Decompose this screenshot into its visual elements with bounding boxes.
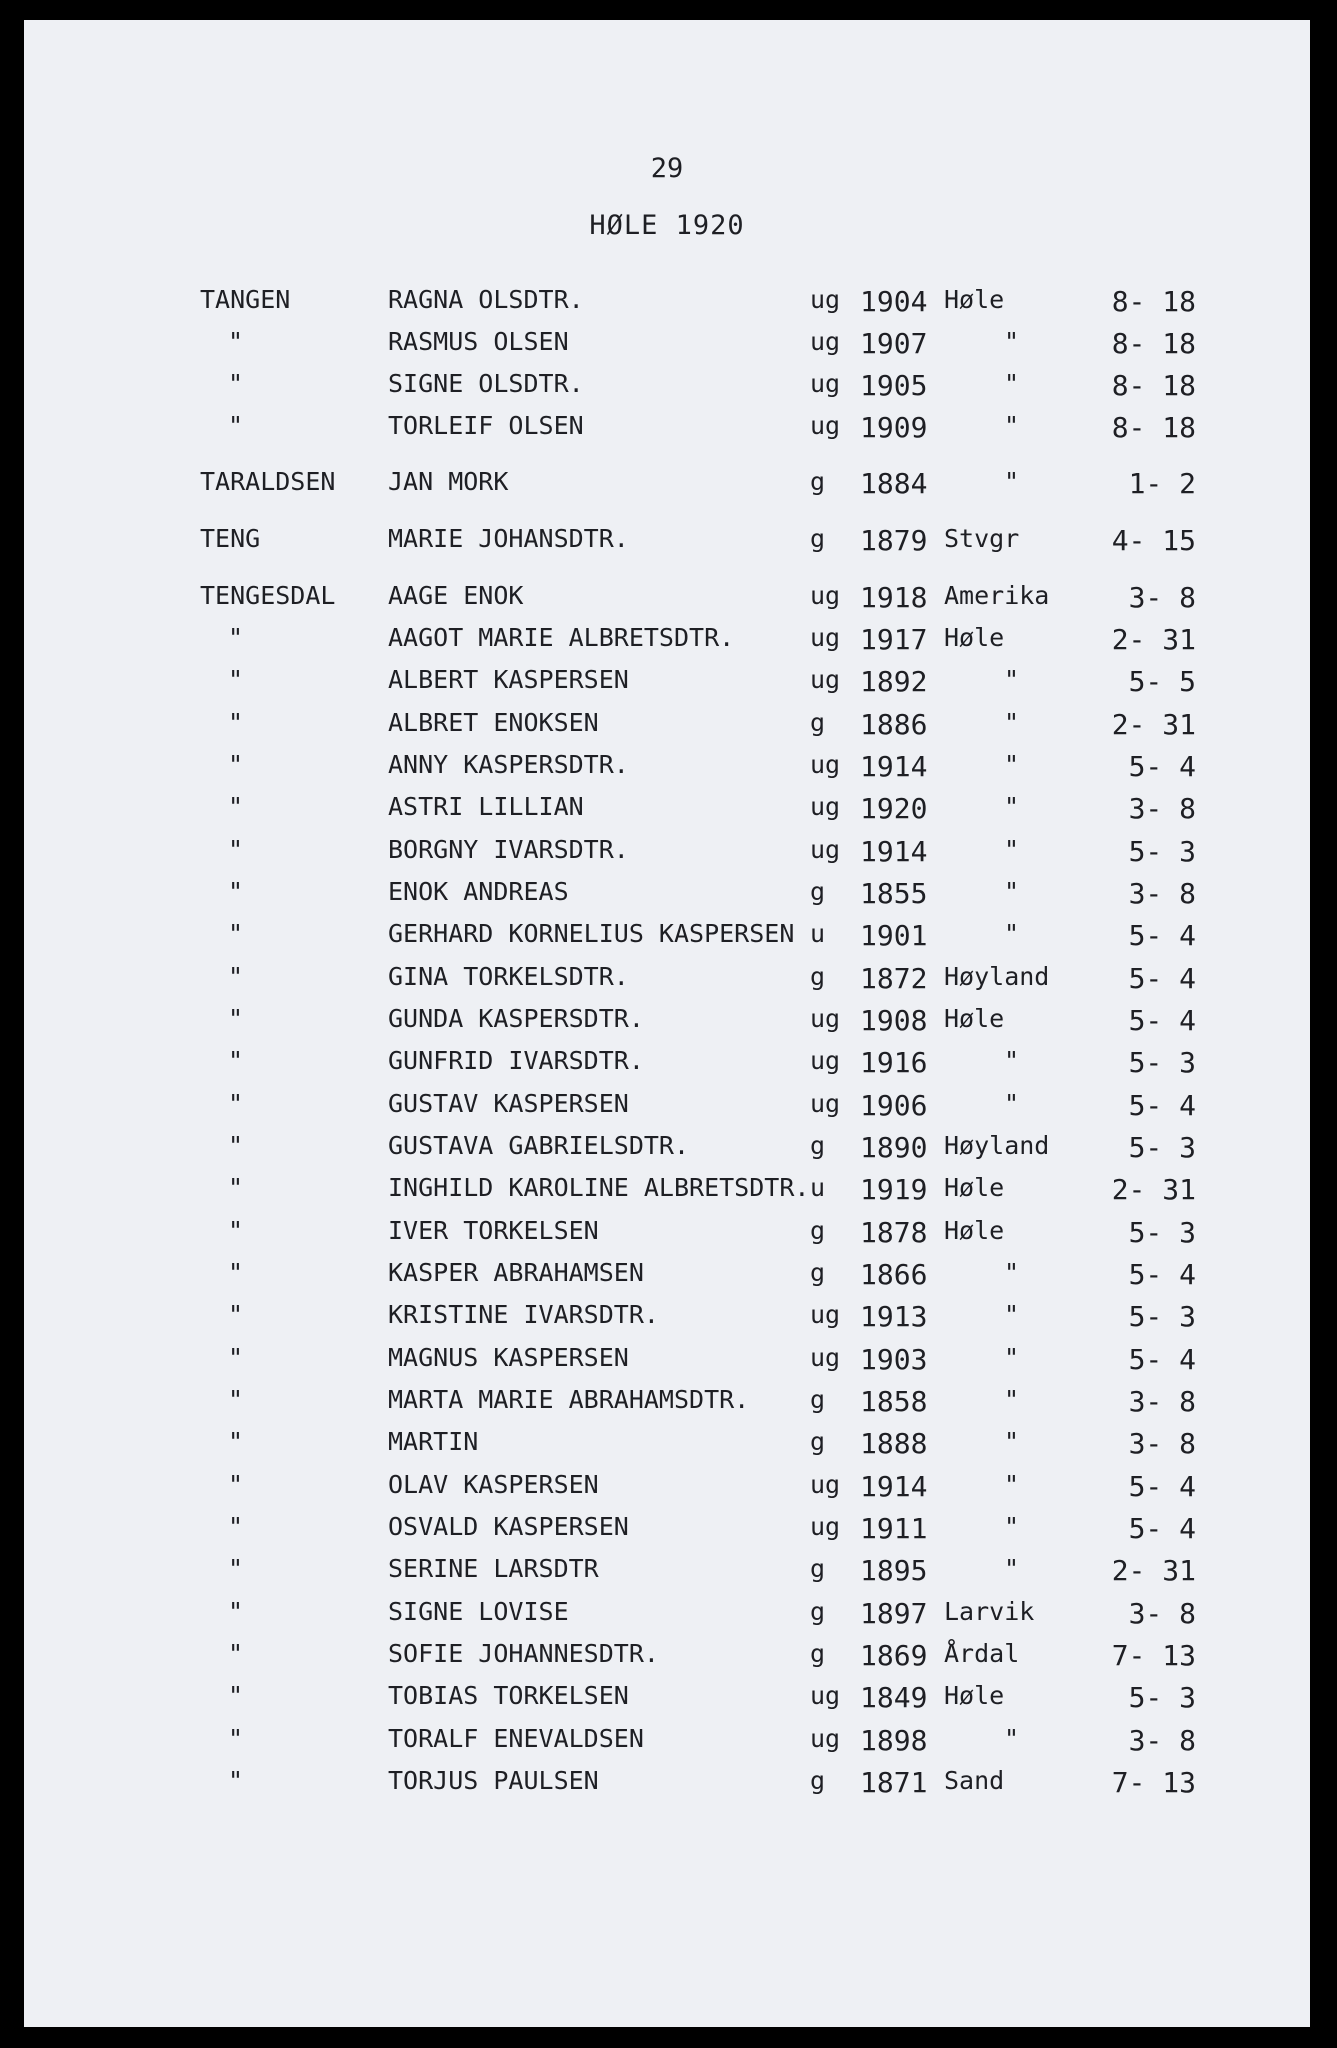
entry-year: 1855 (860, 877, 928, 910)
entry-name: KASPER ABRAHAMSEN (388, 1258, 644, 1287)
entry-code: 2- 31 (1111, 1173, 1196, 1206)
census-row (24, 467, 1310, 507)
census-row (24, 327, 1310, 367)
entry-farm: " (228, 1046, 244, 1075)
entry-farm: " (228, 962, 244, 991)
entry-status: ug (810, 665, 841, 694)
entry-status: ug (810, 750, 841, 779)
entry-status: ug (810, 792, 841, 821)
entry-code: 5- 3 (1128, 835, 1196, 868)
entry-code: 8- 18 (1111, 327, 1196, 360)
entry-farm: " (228, 1300, 244, 1329)
census-row (24, 1470, 1310, 1510)
entry-farm: " (228, 1173, 244, 1202)
census-row (24, 285, 1310, 325)
census-row (24, 369, 1310, 409)
entry-name: MARTA MARIE ABRAHAMSDTR. (388, 1385, 750, 1414)
entry-place: " (1004, 411, 1020, 440)
census-row (24, 835, 1310, 875)
entry-status: g (810, 962, 826, 991)
entry-farm: " (228, 1343, 244, 1372)
entry-name: GUSTAV KASPERSEN (388, 1089, 629, 1118)
entry-year: 1886 (860, 708, 928, 741)
entry-place: Årdal (944, 1639, 1020, 1668)
census-row (24, 1724, 1310, 1764)
entry-code: 5- 3 (1128, 1046, 1196, 1079)
entry-place: " (1004, 1470, 1020, 1499)
census-row (24, 1046, 1310, 1086)
entry-name: TORJUS PAULSEN (388, 1766, 599, 1795)
entry-year: 1909 (860, 411, 928, 444)
entry-status: ug (810, 1343, 841, 1372)
entry-code: 5- 4 (1128, 919, 1196, 952)
entry-status: u (810, 1173, 826, 1202)
census-row (24, 708, 1310, 748)
entry-farm: " (228, 1554, 244, 1583)
census-row (24, 1681, 1310, 1721)
census-row (24, 581, 1310, 621)
entry-place: " (1004, 1512, 1020, 1541)
entry-year: 1892 (860, 665, 928, 698)
entry-place: " (1004, 835, 1020, 864)
entry-code: 7- 13 (1111, 1639, 1196, 1672)
census-row (24, 411, 1310, 451)
entry-name: TOBIAS TORKELSEN (388, 1681, 629, 1710)
entry-status: g (810, 524, 826, 553)
entry-farm: " (228, 1639, 244, 1668)
entry-year: 1914 (860, 750, 928, 783)
entry-code: 2- 31 (1111, 1554, 1196, 1587)
entry-year: 1895 (860, 1554, 928, 1587)
entry-status: g (810, 877, 826, 906)
entry-code: 4- 15 (1111, 524, 1196, 557)
census-row (24, 524, 1310, 564)
entry-code: 8- 18 (1111, 369, 1196, 402)
entry-code: 8- 18 (1111, 285, 1196, 318)
entry-name: TORALF ENEVALDSEN (388, 1724, 644, 1753)
entry-farm: TENGESDAL (200, 581, 336, 610)
entry-year: 1866 (860, 1258, 928, 1291)
entry-name: ASTRI LILLIAN (388, 792, 584, 821)
entry-place: " (1004, 1343, 1020, 1372)
entry-year: 1908 (860, 1004, 928, 1037)
entry-status: ug (810, 1300, 841, 1329)
entry-name: GUNFRID IVARSDTR. (388, 1046, 644, 1075)
entry-status: ug (810, 369, 841, 398)
entry-year: 1897 (860, 1597, 928, 1630)
entry-farm: " (228, 1681, 244, 1710)
entry-farm: " (228, 1089, 244, 1118)
entry-place: Høle (944, 1681, 1005, 1710)
entry-name: MARTIN (388, 1427, 479, 1456)
entry-name: ALBRET ENOKSEN (388, 708, 599, 737)
entry-place: " (1004, 467, 1020, 496)
entry-name: GUSTAVA GABRIELSDTR. (388, 1131, 690, 1160)
entry-year: 1879 (860, 524, 928, 557)
entry-code: 2- 31 (1111, 623, 1196, 656)
entry-place: Høle (944, 1173, 1005, 1202)
census-row (24, 877, 1310, 917)
entry-code: 3- 8 (1128, 1385, 1196, 1418)
census-row (24, 623, 1310, 663)
entry-year: 1905 (860, 369, 928, 402)
entry-place: Larvik (944, 1597, 1035, 1626)
entry-place: " (1004, 750, 1020, 779)
entry-code: 3- 8 (1128, 581, 1196, 614)
census-row (24, 1173, 1310, 1213)
entry-year: 1914 (860, 835, 928, 868)
entry-place: Høle (944, 1004, 1005, 1033)
entry-year: 1916 (860, 1046, 928, 1079)
entry-farm: " (228, 792, 244, 821)
entry-place: " (1004, 1089, 1020, 1118)
entry-code: 3- 8 (1128, 1427, 1196, 1460)
entry-place: " (1004, 1300, 1020, 1329)
entry-place: " (1004, 1385, 1020, 1414)
census-row (24, 1597, 1310, 1637)
entry-code: 8- 18 (1111, 411, 1196, 444)
entry-place: " (1004, 1724, 1020, 1753)
entry-place: Høyland (944, 1131, 1050, 1160)
census-row (24, 1639, 1310, 1679)
entry-year: 1918 (860, 581, 928, 614)
entry-year: 1878 (860, 1216, 928, 1249)
entry-code: 5- 3 (1128, 1131, 1196, 1164)
entry-farm: " (228, 1216, 244, 1245)
entry-status: g (810, 1258, 826, 1287)
entry-farm: " (228, 1004, 244, 1033)
entry-farm: " (228, 623, 244, 652)
entry-name: KRISTINE IVARSDTR. (388, 1300, 659, 1329)
census-row (24, 1216, 1310, 1256)
census-row (24, 665, 1310, 705)
entry-farm: TANGEN (200, 285, 291, 314)
census-row (24, 1258, 1310, 1298)
entry-year: 1858 (860, 1385, 928, 1418)
entry-status: g (810, 1385, 826, 1414)
entry-place: Sand (944, 1766, 1005, 1795)
entry-status: ug (810, 581, 841, 610)
document-page (24, 20, 1310, 2027)
entry-place: " (1004, 1427, 1020, 1456)
entry-name: SOFIE JOHANNESDTR. (388, 1639, 659, 1668)
entry-place: Høle (944, 285, 1005, 314)
entry-farm: " (228, 411, 244, 440)
entry-farm: " (228, 1385, 244, 1414)
entry-place: " (1004, 327, 1020, 356)
entry-place: " (1004, 1046, 1020, 1075)
entry-farm: TARALDSEN (200, 467, 336, 496)
entry-status: g (810, 1554, 826, 1583)
entry-code: 5- 3 (1128, 1300, 1196, 1333)
entry-name: TORLEIF OLSEN (388, 411, 584, 440)
entry-year: 1884 (860, 467, 928, 500)
entry-name: SIGNE OLSDTR. (388, 369, 584, 398)
entry-name: AAGOT MARIE ALBRETSDTR. (388, 623, 735, 652)
entry-name: JAN MORK (388, 467, 509, 496)
entry-farm: " (228, 708, 244, 737)
entry-status: ug (810, 411, 841, 440)
entry-place: Amerika (944, 581, 1050, 610)
entry-name: BORGNY IVARSDTR. (388, 835, 629, 864)
census-row (24, 1131, 1310, 1171)
census-row (24, 1554, 1310, 1594)
entry-status: ug (810, 1724, 841, 1753)
entry-place: Høle (944, 1216, 1005, 1245)
entry-year: 1888 (860, 1427, 928, 1460)
entry-farm: " (228, 835, 244, 864)
entry-code: 3- 8 (1128, 1597, 1196, 1630)
entry-year: 1849 (860, 1681, 928, 1714)
entry-farm: " (228, 1470, 244, 1499)
entry-name: GINA TORKELSDTR. (388, 962, 629, 991)
entry-place: " (1004, 919, 1020, 948)
page-number: 29 (650, 153, 684, 184)
entry-name: RAGNA OLSDTR. (388, 285, 584, 314)
entry-status: g (810, 1131, 826, 1160)
entry-year: 1911 (860, 1512, 928, 1545)
entry-name: SIGNE LOVISE (388, 1597, 569, 1626)
entry-status: ug (810, 835, 841, 864)
entry-status: g (810, 467, 826, 496)
entry-code: 5- 3 (1128, 1216, 1196, 1249)
entry-year: 1907 (860, 327, 928, 360)
entry-code: 2- 31 (1111, 708, 1196, 741)
entry-name: OLAV KASPERSEN (388, 1470, 599, 1499)
entry-code: 5- 4 (1128, 750, 1196, 783)
census-row (24, 1300, 1310, 1340)
census-row (24, 919, 1310, 959)
entry-name: MARIE JOHANSDTR. (388, 524, 629, 553)
entry-year: 1903 (860, 1343, 928, 1376)
entry-place: " (1004, 1554, 1020, 1583)
entry-code: 5- 4 (1128, 1343, 1196, 1376)
entry-place: " (1004, 369, 1020, 398)
entry-status: ug (810, 327, 841, 356)
entry-status: u (810, 919, 826, 948)
entry-name: GERHARD KORNELIUS KASPERSEN (388, 919, 795, 948)
entry-farm: " (228, 1597, 244, 1626)
census-row (24, 1004, 1310, 1044)
entry-farm: " (228, 750, 244, 779)
entry-place: " (1004, 1258, 1020, 1287)
entry-place: " (1004, 708, 1020, 737)
entry-name: SERINE LARSDTR (388, 1554, 599, 1583)
entry-farm: " (228, 369, 244, 398)
entry-name: INGHILD KAROLINE ALBRETSDTR. (388, 1173, 810, 1202)
entry-code: 3- 8 (1128, 1724, 1196, 1757)
entry-status: ug (810, 1470, 841, 1499)
entry-status: ug (810, 1004, 841, 1033)
census-row (24, 750, 1310, 790)
census-row (24, 1385, 1310, 1425)
entry-status: g (810, 1639, 826, 1668)
entry-farm: " (228, 1724, 244, 1753)
entry-year: 1917 (860, 623, 928, 656)
entry-farm: " (228, 1766, 244, 1795)
entry-year: 1869 (860, 1639, 928, 1672)
entry-farm: " (228, 919, 244, 948)
entry-status: ug (810, 1046, 841, 1075)
census-row (24, 1512, 1310, 1552)
entry-status: g (810, 1766, 826, 1795)
entry-name: ALBERT KASPERSEN (388, 665, 629, 694)
entry-year: 1890 (860, 1131, 928, 1164)
entry-year: 1872 (860, 962, 928, 995)
entry-name: ANNY KASPERSDTR. (388, 750, 629, 779)
census-row (24, 1089, 1310, 1129)
entry-year: 1919 (860, 1173, 928, 1206)
entry-name: RASMUS OLSEN (388, 327, 569, 356)
entry-code: 5- 3 (1128, 1681, 1196, 1714)
entry-name: AAGE ENOK (388, 581, 524, 610)
entry-code: 3- 8 (1128, 792, 1196, 825)
entry-code: 1- 2 (1128, 467, 1196, 500)
entry-name: OSVALD KASPERSEN (388, 1512, 629, 1541)
entry-status: ug (810, 1512, 841, 1541)
entry-code: 5- 4 (1128, 1004, 1196, 1037)
entry-name: ENOK ANDREAS (388, 877, 569, 906)
entry-year: 1901 (860, 919, 928, 952)
entry-farm: " (228, 1427, 244, 1456)
entry-year: 1914 (860, 1470, 928, 1503)
entry-place: Høle (944, 623, 1005, 652)
page-title: HØLE 1920 (589, 210, 745, 241)
census-row (24, 1343, 1310, 1383)
census-row (24, 962, 1310, 1002)
entry-code: 5- 4 (1128, 1258, 1196, 1291)
entry-status: g (810, 1427, 826, 1456)
entry-farm: " (228, 1131, 244, 1160)
entry-place: " (1004, 665, 1020, 694)
entry-place: Høyland (944, 962, 1050, 991)
entry-year: 1898 (860, 1724, 928, 1757)
entry-status: ug (810, 623, 841, 652)
entry-farm: TENG (200, 524, 261, 553)
entry-code: 5- 4 (1128, 1470, 1196, 1503)
entry-farm: " (228, 327, 244, 356)
entry-name: MAGNUS KASPERSEN (388, 1343, 629, 1372)
entry-code: 3- 8 (1128, 877, 1196, 910)
entry-place: Stvgr (944, 524, 1020, 553)
entry-status: ug (810, 285, 841, 314)
entry-farm: " (228, 1258, 244, 1287)
entry-status: ug (810, 1681, 841, 1710)
entry-status: g (810, 1597, 826, 1626)
entry-code: 5- 4 (1128, 1512, 1196, 1545)
census-row (24, 792, 1310, 832)
entry-name: IVER TORKELSEN (388, 1216, 599, 1245)
entry-name: GUNDA KASPERSDTR. (388, 1004, 644, 1033)
entry-status: g (810, 1216, 826, 1245)
entry-farm: " (228, 665, 244, 694)
entry-year: 1906 (860, 1089, 928, 1122)
entry-year: 1871 (860, 1766, 928, 1799)
entry-status: g (810, 708, 826, 737)
entry-status: ug (810, 1089, 841, 1118)
entry-code: 7- 13 (1111, 1766, 1196, 1799)
entry-year: 1904 (860, 285, 928, 318)
entry-place: " (1004, 792, 1020, 821)
entry-farm: " (228, 877, 244, 906)
entry-code: 5- 4 (1128, 1089, 1196, 1122)
entry-code: 5- 4 (1128, 962, 1196, 995)
entry-farm: " (228, 1512, 244, 1541)
entry-code: 5- 5 (1128, 665, 1196, 698)
entry-year: 1920 (860, 792, 928, 825)
census-row (24, 1427, 1310, 1467)
entry-year: 1913 (860, 1300, 928, 1333)
census-row (24, 1766, 1310, 1806)
entry-place: " (1004, 877, 1020, 906)
